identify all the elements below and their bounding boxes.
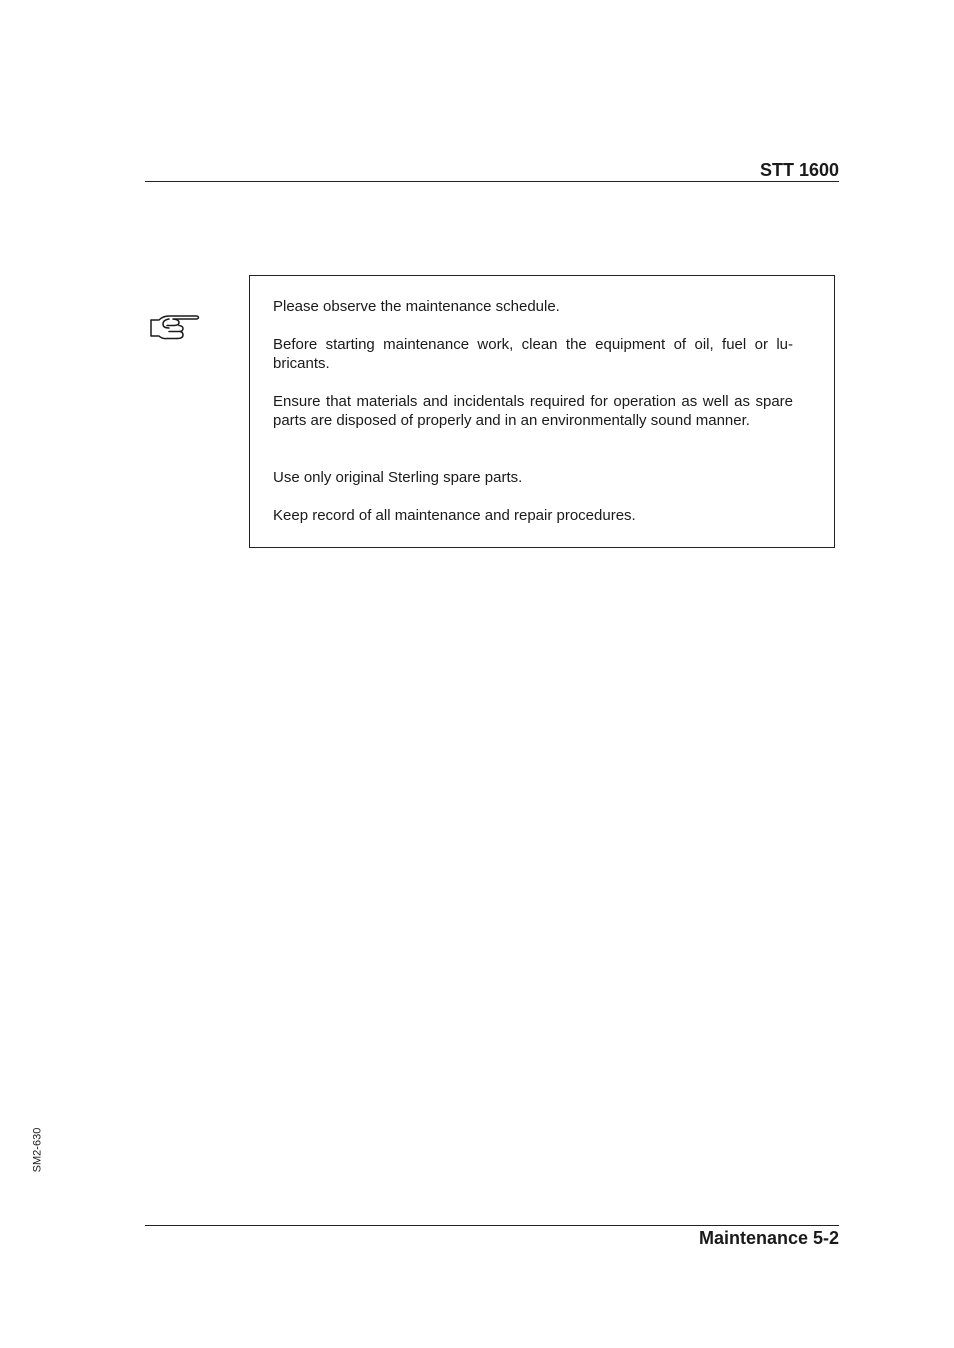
note-paragraph: Before starting maintenance work, clean the equipment of oil, fuel or lu-bricants. [273, 336, 793, 372]
note-paragraph: Please observe the maintenance schedule. [273, 298, 560, 315]
footer-rule [145, 1225, 839, 1226]
note-paragraph: Ensure that materials and incidentals required for operation as well as spare parts are disposed of properly and in an environmentally sound manner. [273, 393, 793, 429]
note-paragraph: Use only original Sterling spare parts. [273, 469, 523, 486]
document-code: SM2-630 [31, 1127, 44, 1173]
pointing-hand-icon [149, 311, 203, 341]
maintenance-note-box [249, 275, 835, 548]
header-rule [145, 181, 839, 182]
section-page-label: Maintenance 5-2 [698, 1228, 839, 1248]
document-title: STT 1600 [759, 160, 839, 180]
note-paragraph: Keep record of all maintenance and repair procedures. [273, 507, 636, 524]
